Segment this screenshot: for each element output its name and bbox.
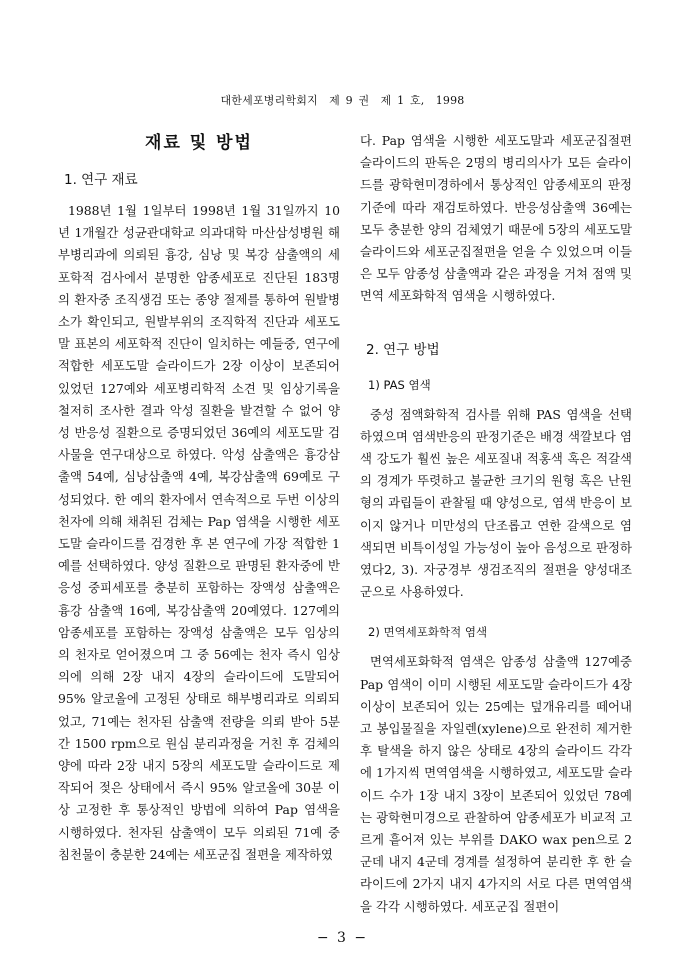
journal-header: 대한세포병리학회지 제 9 권 제 1 호, 1998	[220, 94, 465, 107]
paragraph-pas: 중성 점액화학적 검사를 위해 PAS 염색을 선택하였으며 염색반응의 판정기준은 배경 색깔보다 염색 강도가 훨씬 높은 세포질내 적홍색 혹은 적갈색의 경계가 뚜렷하고 불균한 크기의 원형 혹은 난원형의 과립들이 관찰될 때 양성으로, 염색 반응이 보이지 않거나 미만성의 단조롭고 연한 갈색으로 염색되면 비특이성일 가능성이 높아 음성으로 판정하였다2, 3). 자궁경부 생검조직의 절편을 양성대조군으로 사용하였다.	[360, 406, 632, 600]
paragraph-immunocytochemistry: 면역세포화학적 염색은 암종성 삼출액 127예중 Pap 염색이 이미 시행된 세포도말 슬라이드가 4장 이상이 보존되어 있는 25예는 덮개유리를 떼어내고 봉입물질을 자일렌(xylene)으로 완전히 제거한 후 탈색을 하지 않은 상태로 4장의 슬라이드 각각에 1가지씩 면역염색을 시행하였고, 세포도말 슬라이드 수가 1장 내지 3장이 보존되어 있었던 78예는 광학현미경으로 관찰하여 암종세포가 비교적 고르게 흩어져 있는 부위를 DAKO wax pen으로 2군데 내지 4군데 경계를 설정하여 분리한 후 한 슬라이드에 2가지 내지 4가지의 서로 다른 면역염색을 각각 시행하였다. 세포군집 절편이	[360, 654, 632, 914]
subheading-pas-stain: 1) PAS 염색	[368, 377, 431, 392]
heading-research-materials: 1. 연구 재료	[64, 172, 138, 188]
page-number: − 3 −	[316, 930, 369, 946]
paragraph-materials: 1988년 1월 1일부터 1998년 1월 31일까지 10년 1개월간 성균관대학교 의과대학 마산삼성병원 해부병리과에 의뢰된 흉강, 심낭 및 복강 삼출액의 세포학적 검사에서 분명한 암종세포로 진단된 183명의 환자중 조직생검 또는 종양 절제를 통하여 원발병소가 확인되고, 원발부위의 조직학적 진단과 세포도말 표본의 세포학적 진단이 일치하는 예들중, 연구에 적합한 세포도말 슬라이드가 2장 이상이 보존되어 있었던 127예와 세포병리학적 소견 및 임상기록을 철저히 조사한 결과 악성 질환을 발견할 수 없어 양성 반응성 질환으로 증명되었던 36예의 세포도말 검사물을 연구대상으로 하였다. 악성 삼출액은 흉강삼출액 54예, 심낭삼출액 4예, 복강삼출액 69예로 구성되었다. 한 예의 환자에서 연속적으로 두번 이상의 천자에 의해 채취된 검체는 Pap 염색을 시행한 세포도말 슬라이드를 검경한 후 본 연구에 가장 적합한 1예를 선택하였다. 양성 질환으로 판명된 환자중에 반응성 중피세포를 충분히 포함하는 장액성 삼출액은 흉강 삼출액 16예, 복강삼출액 20예였다. 127예의 암종세포를 포함하는 장액성 삼출액은 모두 임상의의 천자로 얻어졌으며 그 중 56예는 천자 즉시 임상의에 의해 2장 내지 4장의 슬라이드에 도말되어 95% 알코올에 고정된 상태로 해부병리과로 의뢰되었고, 71예는 천자된 삼출액 전량을 의뢰 받아 5분간 1500 rpm으로 원심 분리과정을 거친 후 검체의 양에 따라 2장 내지 5장의 세포도말 슬라이드로 제작되어 젖은 상태에서 즉시 95% 알코올에 30분 이상 고정한 후 통상적인 방법에 의하여 Pap 염색을 시행하였다. 천자된 삼출액이 모두 의뢰된 71예 중 침천물이 충분한 24예는 세포군집 절편을 제작하였	[58, 203, 340, 862]
right-column	[360, 130, 632, 918]
paragraph-review: 다. Pap 염색을 시행한 세포도말과 세포군집절편 슬라이드의 판독은 2명의 병리의사가 모든 슬라이드를 광학현미경하에서 통상적인 암종세포의 판정기준에 따라 재검토하였다. 반응성삼출액 36예는 모두 충분한 양의 검체였기 때문에 5장의 세포도말 슬라이드와 세포군집절편을 얻을 수 있었으며 이들은 모두 암종성 삼출액과 같은 과정을 거쳐 점액 및 면역 세포화학적 염색을 시행하였다.	[360, 133, 632, 304]
heading-research-methods: 2. 연구 방법	[366, 341, 440, 358]
section-title: 재료 및 방법	[145, 133, 253, 153]
subheading-immunocytochemistry: 2) 면역세포화학적 염색	[368, 625, 488, 640]
left-column	[58, 130, 340, 866]
